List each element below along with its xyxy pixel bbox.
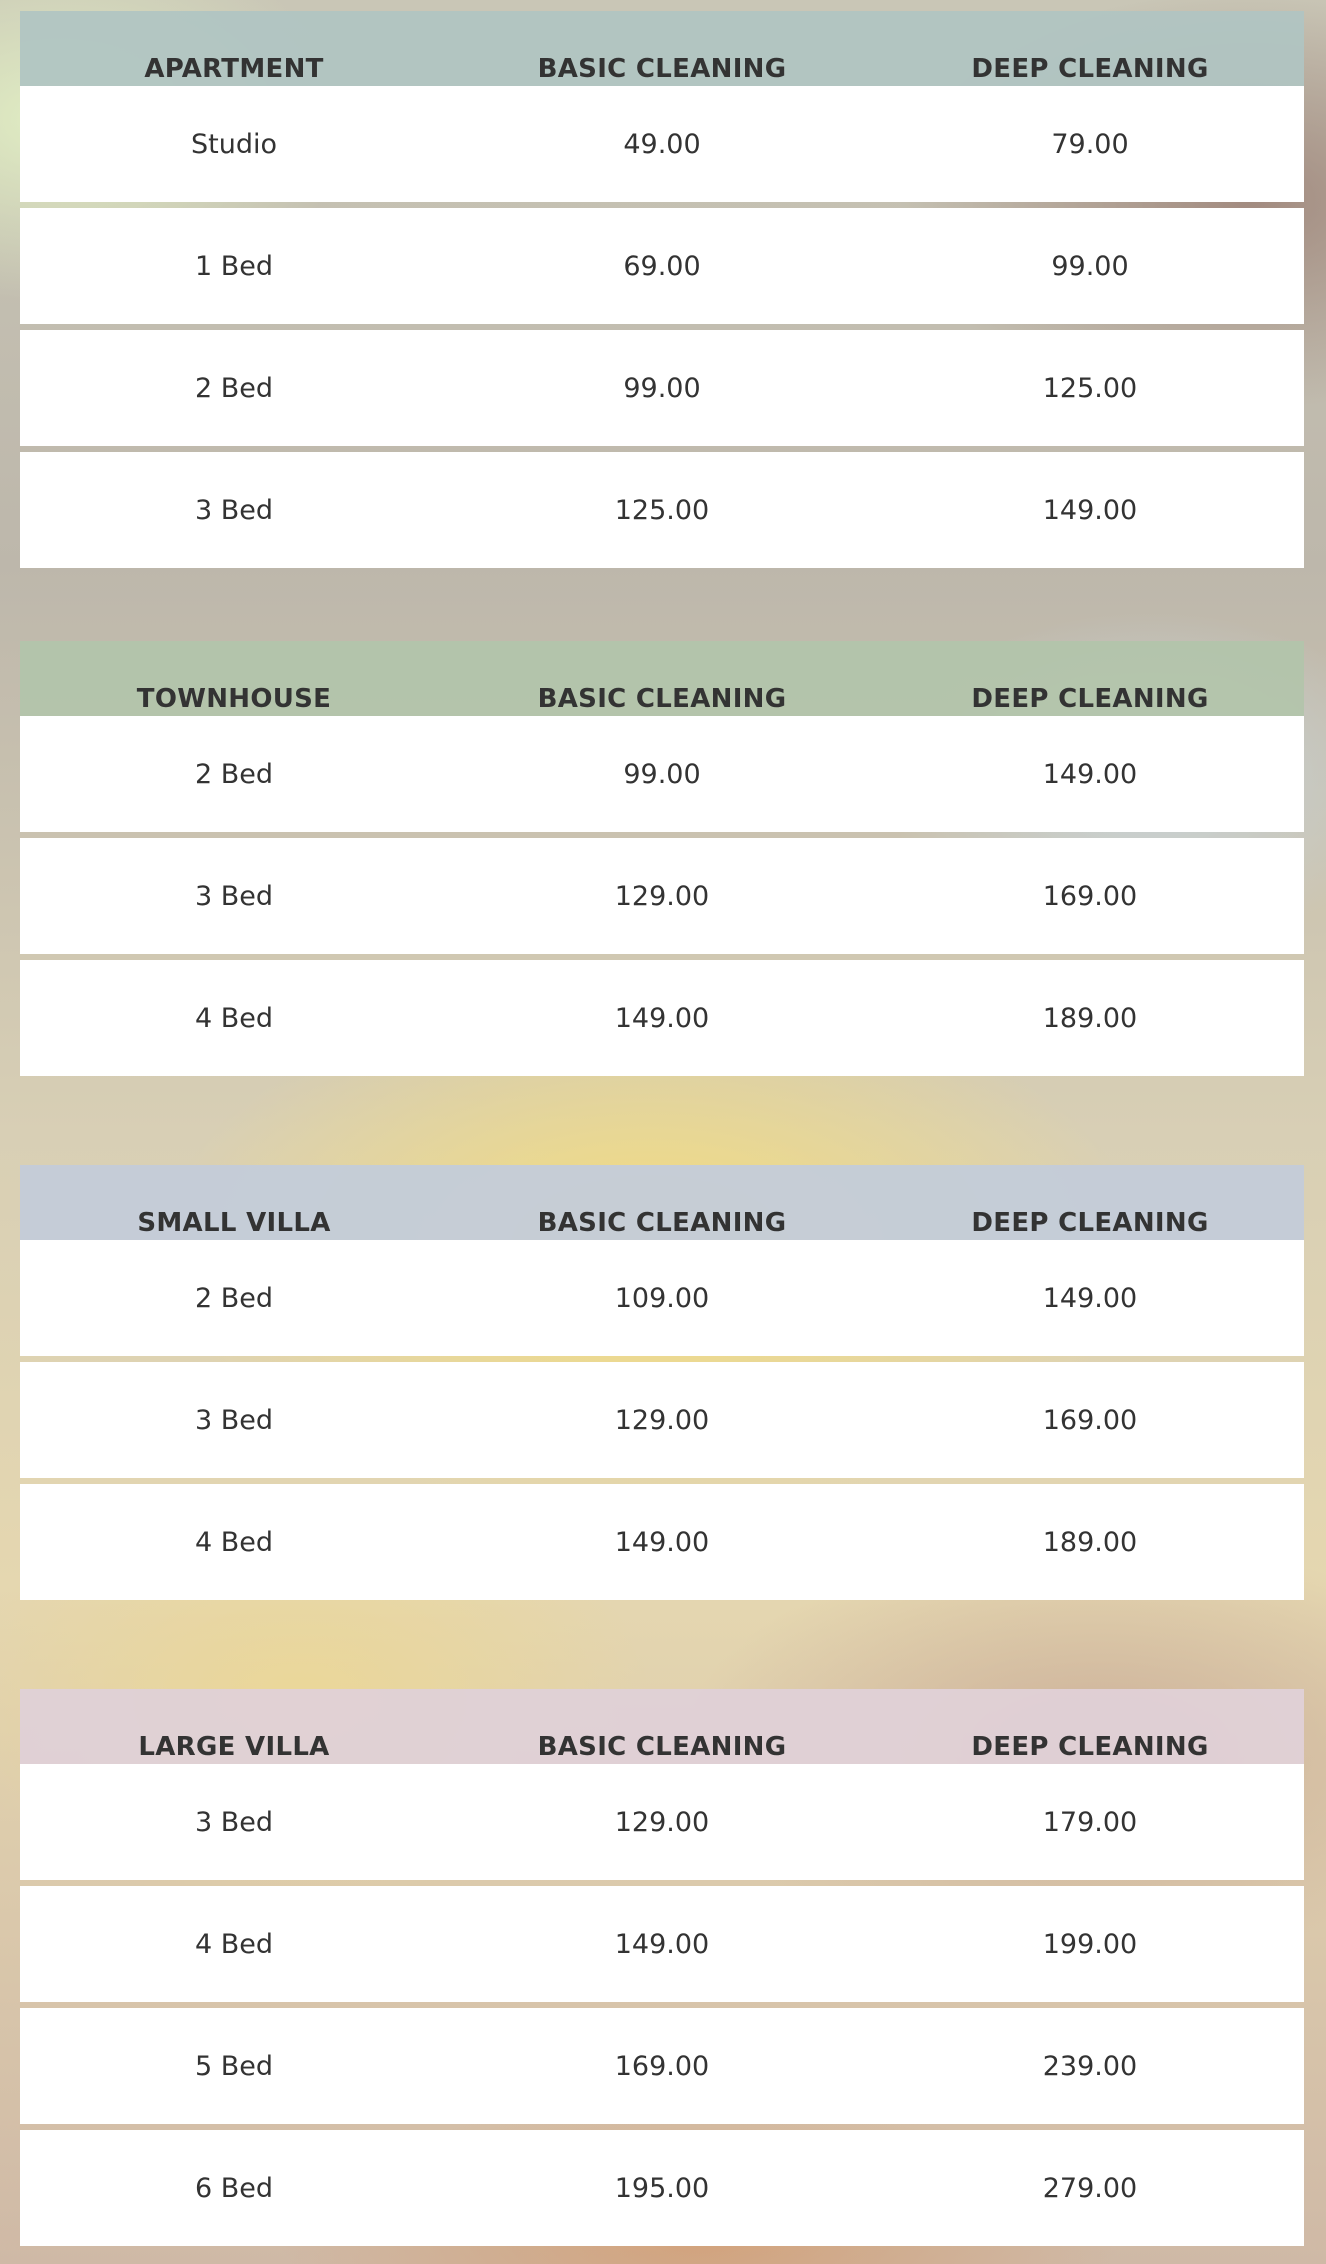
size-cell: 3 Bed bbox=[194, 1806, 274, 1838]
deep-price-cell: 199.00 bbox=[1042, 1928, 1138, 1960]
basic-price-cell: 99.00 bbox=[623, 372, 701, 404]
pricing-table-townhouse bbox=[20, 641, 1304, 1076]
column-header-basic-cleaning: BASIC CLEANING bbox=[537, 684, 787, 714]
basic-price-cell: 49.00 bbox=[623, 128, 701, 160]
table-row bbox=[20, 86, 1304, 202]
column-header-basic-cleaning: BASIC CLEANING bbox=[537, 54, 787, 84]
basic-price-cell: 125.00 bbox=[614, 494, 710, 526]
table-row bbox=[20, 1484, 1304, 1600]
size-cell: 6 Bed bbox=[194, 2172, 274, 2204]
basic-price-cell: 149.00 bbox=[614, 1002, 710, 1034]
table-row bbox=[20, 2008, 1304, 2124]
size-cell: Studio bbox=[191, 128, 277, 160]
deep-price-cell: 149.00 bbox=[1042, 494, 1138, 526]
column-header-deep-cleaning: DEEP CLEANING bbox=[971, 54, 1209, 84]
deep-price-cell: 149.00 bbox=[1042, 758, 1138, 790]
deep-price-cell: 99.00 bbox=[1051, 250, 1129, 282]
table-header bbox=[20, 1165, 1304, 1240]
column-header-category: APARTMENT bbox=[144, 54, 324, 84]
table-row bbox=[20, 1240, 1304, 1356]
table-row bbox=[20, 452, 1304, 568]
deep-price-cell: 169.00 bbox=[1042, 880, 1138, 912]
column-header-basic-cleaning: BASIC CLEANING bbox=[537, 1732, 787, 1762]
table-row bbox=[20, 2130, 1304, 2246]
table-header bbox=[20, 641, 1304, 716]
basic-price-cell: 129.00 bbox=[614, 1806, 710, 1838]
pricing-table-large-villa bbox=[20, 1689, 1304, 2246]
basic-price-cell: 69.00 bbox=[623, 250, 701, 282]
deep-price-cell: 149.00 bbox=[1042, 1282, 1138, 1314]
table-row bbox=[20, 838, 1304, 954]
basic-price-cell: 169.00 bbox=[614, 2050, 710, 2082]
table-row bbox=[20, 960, 1304, 1076]
size-cell: 4 Bed bbox=[194, 1002, 274, 1034]
basic-price-cell: 149.00 bbox=[614, 1526, 710, 1558]
column-header-category: TOWNHOUSE bbox=[136, 684, 332, 714]
size-cell: 2 Bed bbox=[194, 758, 274, 790]
deep-price-cell: 79.00 bbox=[1051, 128, 1129, 160]
size-cell: 3 Bed bbox=[194, 1404, 274, 1436]
size-cell: 3 Bed bbox=[194, 880, 274, 912]
column-header-deep-cleaning: DEEP CLEANING bbox=[971, 684, 1209, 714]
table-header bbox=[20, 1689, 1304, 1764]
pricing-table-small-villa bbox=[20, 1165, 1304, 1600]
table-row bbox=[20, 716, 1304, 832]
deep-price-cell: 239.00 bbox=[1042, 2050, 1138, 2082]
basic-price-cell: 129.00 bbox=[614, 880, 710, 912]
deep-price-cell: 125.00 bbox=[1042, 372, 1138, 404]
column-header-category: SMALL VILLA bbox=[137, 1208, 331, 1238]
column-header-category: LARGE VILLA bbox=[138, 1732, 330, 1762]
table-header bbox=[20, 11, 1304, 86]
size-cell: 3 Bed bbox=[194, 494, 274, 526]
basic-price-cell: 99.00 bbox=[623, 758, 701, 790]
table-row bbox=[20, 1764, 1304, 1880]
deep-price-cell: 279.00 bbox=[1042, 2172, 1138, 2204]
table-row bbox=[20, 1362, 1304, 1478]
size-cell: 2 Bed bbox=[194, 1282, 274, 1314]
deep-price-cell: 189.00 bbox=[1042, 1002, 1138, 1034]
size-cell: 5 Bed bbox=[194, 2050, 274, 2082]
deep-price-cell: 179.00 bbox=[1042, 1806, 1138, 1838]
column-header-deep-cleaning: DEEP CLEANING bbox=[971, 1732, 1209, 1762]
table-row bbox=[20, 208, 1304, 324]
size-cell: 4 Bed bbox=[194, 1928, 274, 1960]
basic-price-cell: 195.00 bbox=[614, 2172, 710, 2204]
deep-price-cell: 169.00 bbox=[1042, 1404, 1138, 1436]
size-cell: 4 Bed bbox=[194, 1526, 274, 1558]
size-cell: 2 Bed bbox=[194, 372, 274, 404]
basic-price-cell: 129.00 bbox=[614, 1404, 710, 1436]
pricing-table-apartment bbox=[20, 11, 1304, 568]
column-header-deep-cleaning: DEEP CLEANING bbox=[971, 1208, 1209, 1238]
column-header-basic-cleaning: BASIC CLEANING bbox=[537, 1208, 787, 1238]
deep-price-cell: 189.00 bbox=[1042, 1526, 1138, 1558]
table-row bbox=[20, 1886, 1304, 2002]
size-cell: 1 Bed bbox=[194, 250, 274, 282]
basic-price-cell: 109.00 bbox=[614, 1282, 710, 1314]
basic-price-cell: 149.00 bbox=[614, 1928, 710, 1960]
table-row bbox=[20, 330, 1304, 446]
